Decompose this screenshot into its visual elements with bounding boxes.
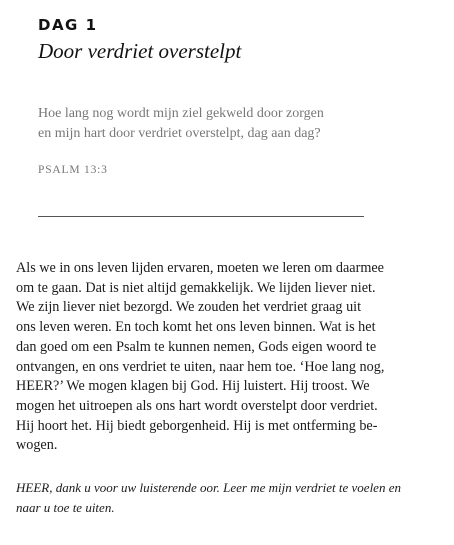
body-line: Hij hoort het. Hij biedt geborgenheid. Hij is met ontferming be- [16, 417, 378, 434]
divider [38, 216, 364, 217]
day-label: DAG 1 [38, 16, 98, 34]
body-line: ons leven weren. En toch komt het ons leven binnen. Wat is het [16, 319, 376, 336]
prayer-line: HEER, dank u voor uw luisterende oor. Leer me mijn verdriet te voelen en [16, 480, 401, 495]
body-line: ontvangen, en ons verdriet te uiten, naar hem toe. ‘Hoe lang nog, [16, 358, 385, 375]
body-text [16, 259, 436, 456]
body-line: mogen het uitroepen als ons hart wordt overstelpt door verdriet. [16, 397, 378, 414]
verse-line: en mijn hart door verdriet overstelpt, dag aan dag? [38, 126, 321, 141]
verse-line: Hoe lang nog wordt mijn ziel gekweld door zorgen [38, 106, 324, 121]
body-line: wogen. [16, 437, 58, 454]
body-line: We zijn liever niet bezorgd. We zouden het verdriet graag uit [16, 299, 362, 316]
prayer-text [16, 478, 436, 518]
body-line: HEER?’ We mogen klagen bij God. Hij luistert. Hij troost. We [16, 378, 370, 395]
body-line: dan goed om een Psalm te kunnen nemen, Gods eigen woord te [16, 338, 377, 355]
body-line: Als we in ons leven lijden ervaren, moeten we leren om daarmee [16, 260, 384, 276]
verse-reference: PSALM 13:3 [38, 164, 108, 176]
prayer-line: naar u toe te uiten. [16, 500, 115, 515]
verse-quote [38, 104, 418, 144]
page-title: Door verdriet overstelpt [38, 39, 242, 63]
body-line: om te gaan. Dat is niet altijd gemakkelijk. We lijden liever niet. [16, 279, 376, 296]
